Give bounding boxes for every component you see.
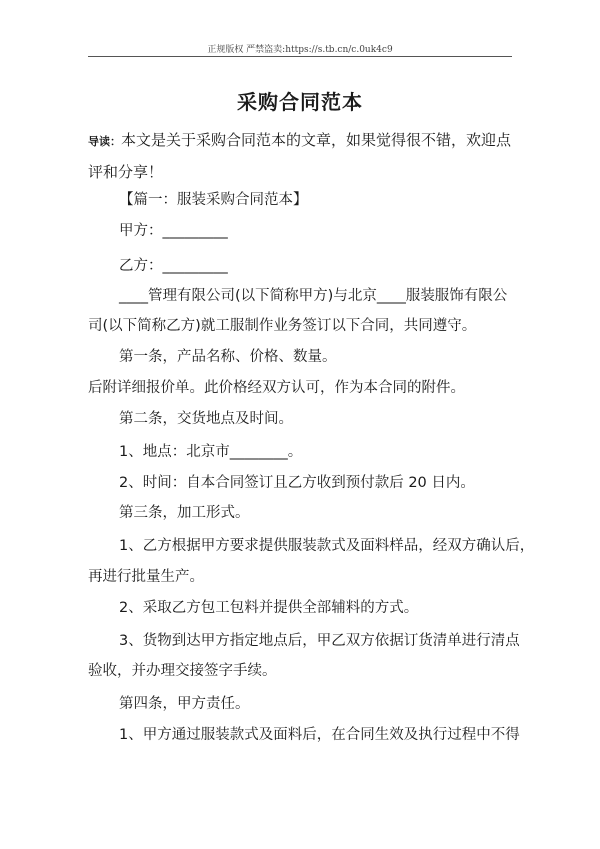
article-4-heading: 第四条，甲方责任。: [119, 696, 250, 712]
party-b-line: 乙方：_________: [119, 258, 228, 274]
intro-text: 本文是关于采购合同范本的文章，如果觉得很不错，欢迎点评和分享！: [88, 131, 512, 181]
page-title: 采购合同范本: [237, 90, 363, 114]
para1-line1: ____管理有限公司(以下简称甲方)与北京____服装服饰有限公: [119, 288, 508, 304]
article-1-text: 后附详细报价单。此价格经双方认可，作为本合同的附件。: [88, 380, 465, 396]
article-3-heading: 第三条，加工形式。: [119, 505, 250, 521]
intro-lead: 导读：: [88, 135, 121, 148]
article-3-item-3-line1: 3、货物到达甲方指定地点后，甲乙双方依据订货清单进行清点: [119, 633, 520, 649]
article-1-heading: 第一条，产品名称、价格、数量。: [119, 349, 337, 365]
article-4-item-1: 1、甲方通过服装款式及面料后，在合同生效及执行过程中不得: [119, 727, 520, 743]
article-2-item-1: 1、地点：北京市________。: [119, 444, 303, 460]
article-3-item-3-line2: 验收，并办理交接签字手续。: [88, 663, 277, 679]
intro-paragraph: [88, 125, 518, 187]
header-note: 正规版权 严禁盗卖:https://s.tb.cn/c.0uk4c9: [207, 45, 393, 55]
party-a-line: 甲方：_________: [119, 223, 228, 239]
article-3-item-1-line2: 再进行批量生产。: [88, 569, 204, 585]
article-3-item-2: 2、采取乙方包工包料并提供全部辅料的方式。: [119, 600, 419, 616]
section-heading: 【篇一：服装采购合同范本】: [119, 192, 308, 208]
article-3-item-1-line1: 1、乙方根据甲方要求提供服装款式及面料样品，经双方确认后，: [119, 538, 535, 554]
para1-line2: 司(以下简称乙方)就工服制作业务签订以下合同，共同遵守。: [88, 318, 477, 334]
article-2-heading: 第二条，交货地点及时间。: [119, 411, 293, 427]
header-divider: [88, 56, 512, 57]
article-2-item-2: 2、时间：自本合同签订且乙方收到预付款后 20 日内。: [119, 475, 475, 491]
